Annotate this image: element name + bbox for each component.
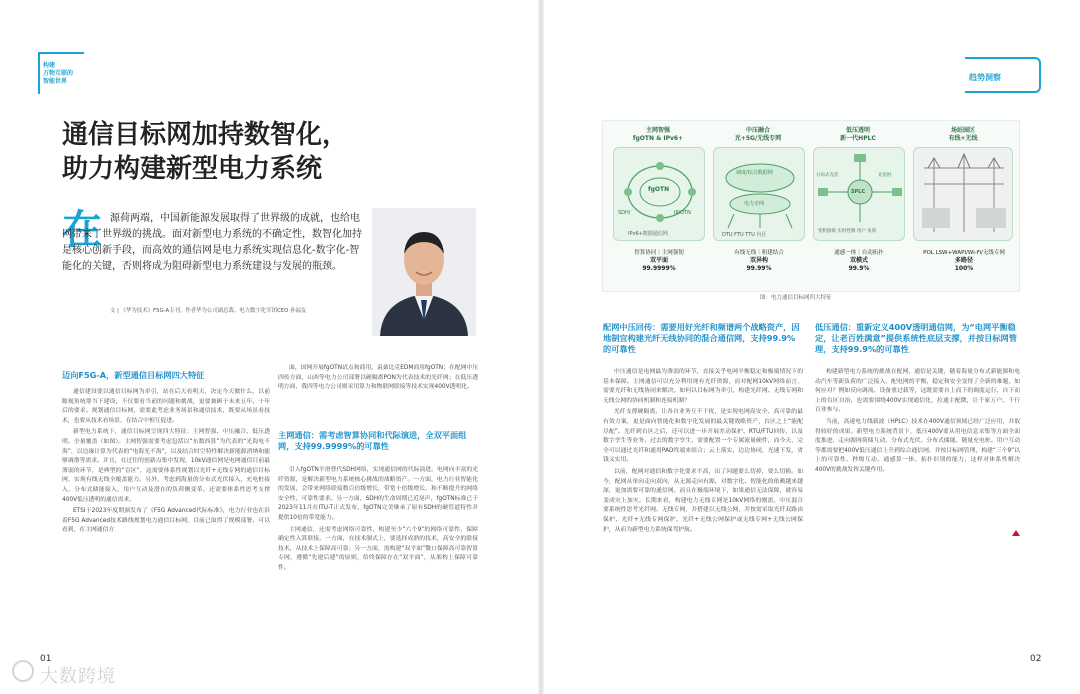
- diagram-col2-core: [736, 170, 773, 177]
- diagram-col3-foot-sub: 双模式: [849, 257, 868, 264]
- watermark-text: 大数跨境: [40, 666, 116, 687]
- watermark-logo-icon: [12, 660, 34, 682]
- section-tag: [965, 57, 1041, 93]
- diagram-col1-foot-main: 智算协同｜主网强韧: [634, 250, 684, 256]
- diagram-col3-foot: [811, 249, 907, 273]
- col3-body: [603, 368, 803, 638]
- diagram-col4-title1: 场站园区: [950, 127, 975, 134]
- diagram-col3-foot-main: 通感一体｜自动拓扑: [834, 250, 884, 256]
- section-tag-text: 趋势洞察: [969, 73, 1001, 82]
- diagram-col4-foot: [911, 249, 1017, 273]
- diagram-col1-title1: 主网智强: [645, 127, 670, 134]
- col1-paragraph: 通信建设要以通信目标网为牵引，站在后天看明天，决定今天做什么，以前瞻视角统筹当下建设，不仅要看当前的问题和挑战，更要兼顾于未来五年、十年后的要求。规划通信目标网，需要此考虑业务场景和通信技术，既要从场景看技术，也要从技术看场景，在结合中相互促进。: [62, 389, 270, 424]
- diagram-col2-title: [711, 127, 805, 143]
- col4-paragraph: 构建新型电力系统的挑战在配网，通信是关键，随着海量分布式新能源和电动汽车等新负荷的广泛接入，配电网的平衡、稳定和安全变得了全新的难题，如何应对？例如反向调流、设备重过载等，这既需要自上而下的调度运行，自下而上的台区自治，也需要围绕400V实现通信化，拉通主配微，让千家万户、千行百业参与。: [815, 369, 1020, 414]
- title-line-1: 通信目标网加持数智化，: [62, 120, 349, 150]
- page-spine: [538, 0, 544, 694]
- diagram-caption: 图：电力通信目标网四大特征: [760, 295, 832, 301]
- col1-body: [62, 388, 270, 638]
- diagram-col3-title1: 低压透明: [845, 127, 870, 134]
- end-mark-icon: [1012, 530, 1020, 536]
- drop-cap: 在: [62, 207, 102, 253]
- diagram-col1-core2: SDH/: [618, 210, 631, 216]
- col2-paragraph: 面，国网开展fgOTN试点和商用，袁桑比克EDM商用fgOTN；在配网中压四传方面，山西等电力公司部署以硬隔离PON为代表技术的光纤网；在低压透明方面，我四等电力公司则采用算力和物联网联接等技术实现400V透明化。: [278, 365, 478, 391]
- article-title: [62, 118, 512, 186]
- page-number-left: 01: [40, 654, 52, 664]
- diagram-col1-core3: IP/OTN: [674, 210, 691, 216]
- col4-paragraph: 当前，高速电力线载波（HPLC）技术在400V通信领域已经广泛应用，并取得较好的成果。新型电力系统背景下，低压400V要从用电信息采集等方面全面度推进，走向源网荷储互动，分布式光伏、分布式储能、随量充电桩、用户互动等都需要把400V低压通信上升到综合通信网，并按目标网管理，构建“三个9”以上的可靠性、秒级互动、通感算一体、拓扑识别的能力，这样对体系性解决400V的挑战发挥关键作用。: [815, 418, 1020, 473]
- corner-tag-text: 构建 万物互联的 智能世界: [43, 62, 74, 85]
- col1-paragraph: ETSI于2023年度期颁发布了《F5G Advanced代际标准》，电力行业也在沿着F5G Advanced技术路线规划电力通信目标网，目前已取得了规模部署。可以看到，在主网通信方: [62, 508, 270, 534]
- diagram-col1-title2: fgOTN & IPv6+: [632, 135, 684, 142]
- cloud-network-graphic: [714, 148, 806, 242]
- corner-tag: [38, 52, 84, 94]
- diagram-col4-box: [913, 147, 1013, 241]
- diagram-col1-bottom: IPv6+数据通信网: [628, 231, 668, 237]
- diagram-col1-box: [613, 147, 705, 241]
- diagram-col3-core2: 分布式光伏: [816, 173, 839, 178]
- diagram-col1-title: [611, 127, 705, 143]
- target-network-diagram: [602, 120, 1020, 292]
- col3-paragraph: 光纤支撑硬隔离，让各自业务互不干扰，是实现电网高安全、高可靠的最有效方案，更是面向智能化和数字化发展的最关键战略资产，台区之上“能配尽配”。光纤到台区之后，还可以进一步开展差动保护、RTU/FTU回传，以及数字孪生等业务。过去的数字孪生，需要配置一个专属流量硬件，而今天，完全可以通过光纤和通用PAD终端来组合；云上落实，边边协同，光速下发，省钱又实用。: [603, 409, 803, 464]
- diagram-col3-box: [813, 147, 905, 241]
- col2-body-top: [278, 364, 478, 420]
- diagram-col2-core3: 电力专网: [744, 201, 765, 207]
- title-line-2: 助力构建新型电力系统: [62, 154, 323, 184]
- diagram-col2-title2: 光+5G/无线专网: [734, 135, 782, 142]
- diagram-col2-core2: 综合数据网: [747, 170, 773, 176]
- diagram-col1-foot-sub: 双平面: [649, 257, 668, 264]
- col2-paragraph: 主网通信，还需考虑网络可靠性，构建至少“六个9”的网络可靠性，保障确定性入算联接。一方面，在技术制式上，要选择成熟的技术，高安全的联接技术，从技术上保障高可靠；另一方面，需构建“双平面”微口保障高可靠智算专网，遵循“先建后建”的原则，给终保障存在“双平面”，从架构上保障可靠性。: [278, 526, 478, 571]
- col2-body: [278, 466, 478, 636]
- diagram-col2-title1: 中压融合: [745, 127, 770, 134]
- col3-paragraph: 中压通信是电网最为薄弱的环节，直接关乎电网平衡稳定和极端情况下的基本保障。主网通信可以充分利用现有光纤资源，而对配网10kV网络而言，需要光纤和无线协同来解决。如何以目标网为牵引，构建光纤网、无线专网和无线公网的协同机制和连接机制？: [603, 369, 803, 404]
- diagram-col3-foot-val: 99.9%: [848, 265, 870, 272]
- col2-heading: 主网通信：需考虑智算协同和代际演进，全双平面组网，支持99.9999%的可靠性: [278, 430, 467, 451]
- diagram-col2-foot: [711, 249, 807, 273]
- diagram-col4-foot-main: POL LSW+WAPI/Wi-Fi/无线专网: [923, 250, 1005, 256]
- diagram-col1-foot-val: 99.9999%: [642, 265, 676, 272]
- author-credit: 文 | 《华为技术》F5G-A专刊，作者华为公司副总裁、电力数字化军团CEO 孙福友: [110, 308, 307, 314]
- diagram-col2-foot-sub: 双异构: [749, 257, 768, 264]
- col3-heading: 配网中压回传：需要用好光纤和频谱两个战略资产，因地制宜构建光纤无线协同的混合通信网，支持99.9%的可靠性: [603, 322, 800, 354]
- diagram-col1-foot: [611, 249, 707, 273]
- diagram-col3-bottom: 变积接联 实时控制 用户 负荷: [818, 229, 877, 234]
- author-photo: [372, 208, 476, 336]
- col4-heading: 低压通信：重新定义400V透明通信网，为“电网平衡稳定，让老百姓满意”提供系统性底层支撑，并按目标网管理，支持99.9%的可靠性: [815, 322, 1017, 354]
- diagram-col1-core1: fgOTN: [648, 186, 670, 193]
- col1-paragraph: 新型电力系统下，通信目标网呈现四大特征：主网智强、中压融合、低压透明、全量覆盖（如图）。主网智强需要考虑包括以“东数西算”为代表的“光海电不海”，以边缘计算为代表的“电海光不海”，以及结合时空特性解决新能源消纳和能够调谐等需求。并且，在过往的创新点集中发现，10kV通信网是电网通信目前最薄弱的环节，是典型的“盲区”，这需要体系性规划以光纤+无线专网的通信目标网，实现有线无线全覆盖能力。另外，考虑到海量的分布式光伏接入，充电桩接入，分布式储能接入，用户互动及潜在的负荷侧变革，还需要体系性思考支撑400V低压透明的通信需求。: [62, 429, 270, 503]
- diagram-col3-core1: SPLC: [851, 189, 866, 195]
- diagram-col3-title: [811, 127, 905, 143]
- col3-paragraph: 以前，配网对通信和数字化要求不高，出了问题要么切掉，要么切换。如今，配网从单向走向双向，从无源走向有源，对数字化、智能化的依赖越来越深，更加需要可靠的通信网。而且在极端环境下，如果通信无法保障，就容易变成灾上加灾。长期来看，构建电力无线专网是10kV网络的刚需，中压混合要系统性思考光纤网、无线专网，并搭建以无线公网，并按需采取光纤双路由保护、光纤+无线专网保护、光纤+无线公网保护或无线专网+无线公网保护，从而为新型电力系统保驾护航。: [603, 468, 803, 533]
- lead-paragraph: 源荷两端，中国新能源发展取得了世界级的成就，也给电网带来了世界级的挑战。面对新型电力系统的不确定性，数智化加持是核心创新手段，而高效的通信网是电力系统实现信息化-数字化-智能化的关键，否则将成为阻碍新型电力系统建设与发展的瓶颈。: [62, 213, 362, 272]
- col2-paragraph: 引入fgOTN平滑替代SDH网络，实现通信网的代际演进。电网向丰富的光纤资源，是解决新型电力系统核心挑战的战略资产。一方面，电力行业智能化的发展，会带来网络联接数百倍级增长，带宽十倍级增长，和不断提升的网络安全性、可靠性要求。另一方面，SDH的生命周期已近尾声，fgOTN标准已于2023年11月在ITU-T正式发布，fgOTN完美继承了原有SDH的硬管道特性并提供10倍的带宽能力。: [278, 467, 478, 521]
- diagram-col4-title: [911, 127, 1015, 143]
- col1-heading: 迈向F5G-A，新型通信目标网四大特征: [62, 370, 205, 380]
- col4-body: [815, 368, 1020, 540]
- portrait-image: [372, 208, 476, 336]
- substation-graphic: [914, 148, 1014, 242]
- diagram-col2-bottom: DTU FTU TTU 台区: [722, 232, 767, 238]
- diagram-col3-core3: 充电桩: [878, 173, 892, 178]
- diagram-col2-core1: 调度/: [736, 170, 748, 176]
- diagram-col2-foot-val: 99.99%: [746, 265, 772, 272]
- ring-network-graphic: [614, 148, 706, 242]
- diagram-col4-foot-sub: 多路径: [954, 257, 973, 264]
- page-number-right: 02: [1030, 654, 1042, 664]
- diagram-col4-title2: 有线+无线: [948, 135, 978, 142]
- diagram-col2-box: [713, 147, 805, 241]
- diagram-col3-title2: 新一代HPLC: [840, 135, 876, 142]
- diagram-col4-foot-val: 100%: [954, 265, 974, 272]
- diagram-col2-foot-main: 有线无线｜租建结合: [734, 250, 784, 256]
